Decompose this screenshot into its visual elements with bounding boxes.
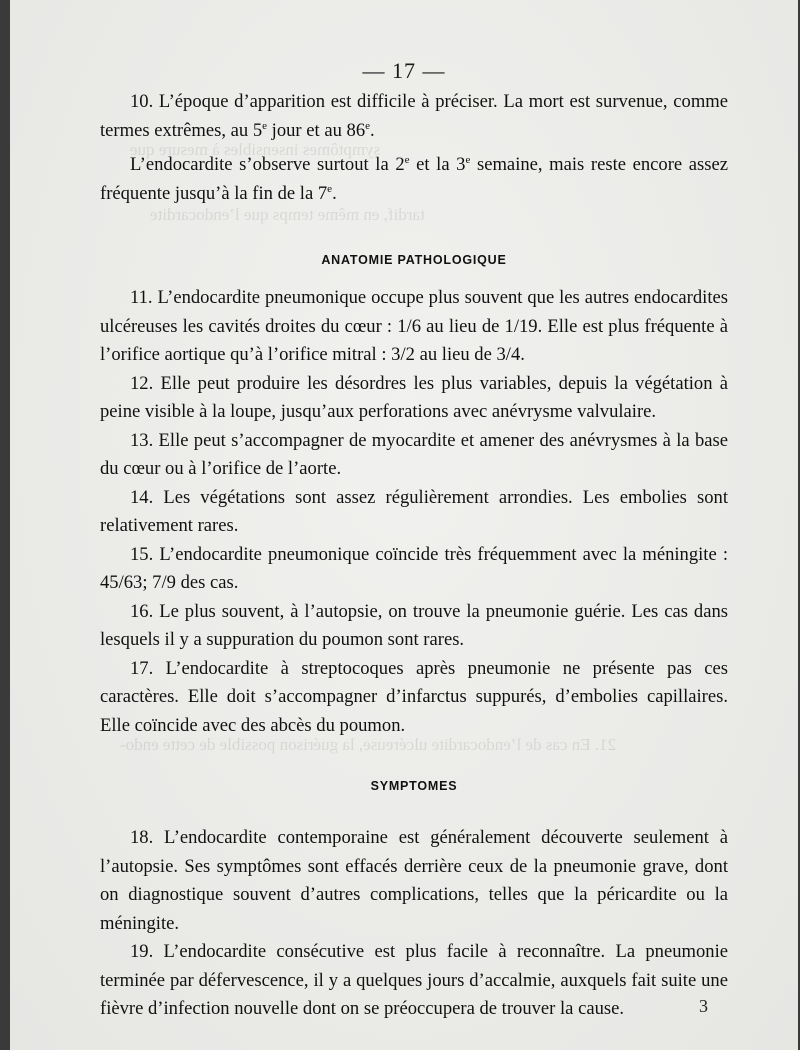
section-heading-symptomes: SYMPTOMES	[370, 779, 458, 793]
signature-mark: 3	[699, 996, 708, 1016]
paragraph-10: 10. L’époque d’apparition est difficile à préciser. La mort est survenue, comme termes extrêmes, au 5e jour et au 86e.	[100, 91, 728, 141]
paragraph-11: 11. L’endocardite pneumonique occupe plus souvent que les autres endocardites ulcéreuses les cavités droites du cœur : 1/6 au lieu de 1/19. Elle est plus fréquente à l’orifice aortique qu’à l’orifice mitral : 3/2 au lieu de 3/4.	[100, 287, 728, 365]
show-through-text: symptômes insensibles à mesure que	[130, 140, 381, 159]
show-through-text: tardif, en même temps que l’endocardite	[150, 205, 425, 224]
paragraph-10b: L’endocardite s’observe surtout la 2e et la 3e semaine, mais reste encore assez fréquente jusqu’à la fin de la 7e.	[100, 154, 728, 204]
paragraph-16: 16. Le plus souvent, à l’autopsie, on trouve la pneumonie guérie. Les cas dans lesquels il y a suppuration du poumon sont rares.	[100, 600, 728, 650]
book-page	[10, 0, 798, 1050]
page-number: — 17 —	[362, 58, 446, 83]
body-text	[100, 88, 728, 1024]
paragraph-15: 15. L’endocardite pneumonique coïncide très fréquemment avec la méningite : 45/63; 7/9 des cas.	[100, 543, 728, 593]
show-through-text: 21. En cas de l’endocardite ulcéreuse, la guérison possible de cette endo-	[120, 735, 617, 754]
paragraph-14: 14. Les végétations sont assez régulièrement arrondies. Les embolies sont relativement rares.	[100, 486, 728, 536]
paragraph-18: 18. L’endocardite contemporaine est généralement découverte seulement à l’autopsie. Ses symptômes sont effacés derrière ceux de la pneumonie grave, dont on diagnostique souvent d’autres complications, telles que la péricardite ou la méningite.	[100, 827, 728, 934]
paragraph-17: 17. L’endocardite à streptocoques après pneumonie ne présente pas ces caractères. Elle doit s’accompagner d’infarctus suppurés, d’embolies capillaires. Elle coïncide avec des abcès du poumon.	[100, 657, 728, 736]
section-heading-anatomie: ANATOMIE PATHOLOGIQUE	[321, 253, 507, 267]
paragraph-12: 12. Elle peut produire les désordres les plus variables, depuis la végétation à peine visible à la loupe, jusqu’aux perforations avec anévrysme valvulaire.	[100, 372, 728, 422]
paragraph-19: 19. L’endocardite consécutive est plus facile à reconnaître. La pneumonie terminée par défervescence, il y a quelques jours d’accalmie, auxquels fait suite une fièvre d’infection nouvelle dont on se préoccupera de trouver la cause.	[100, 941, 728, 1019]
paragraph-13: 13. Elle peut s’accompagner de myocardite et amener des anévrysmes à la base du cœur ou à l’orifice de l’aorte.	[100, 429, 728, 479]
